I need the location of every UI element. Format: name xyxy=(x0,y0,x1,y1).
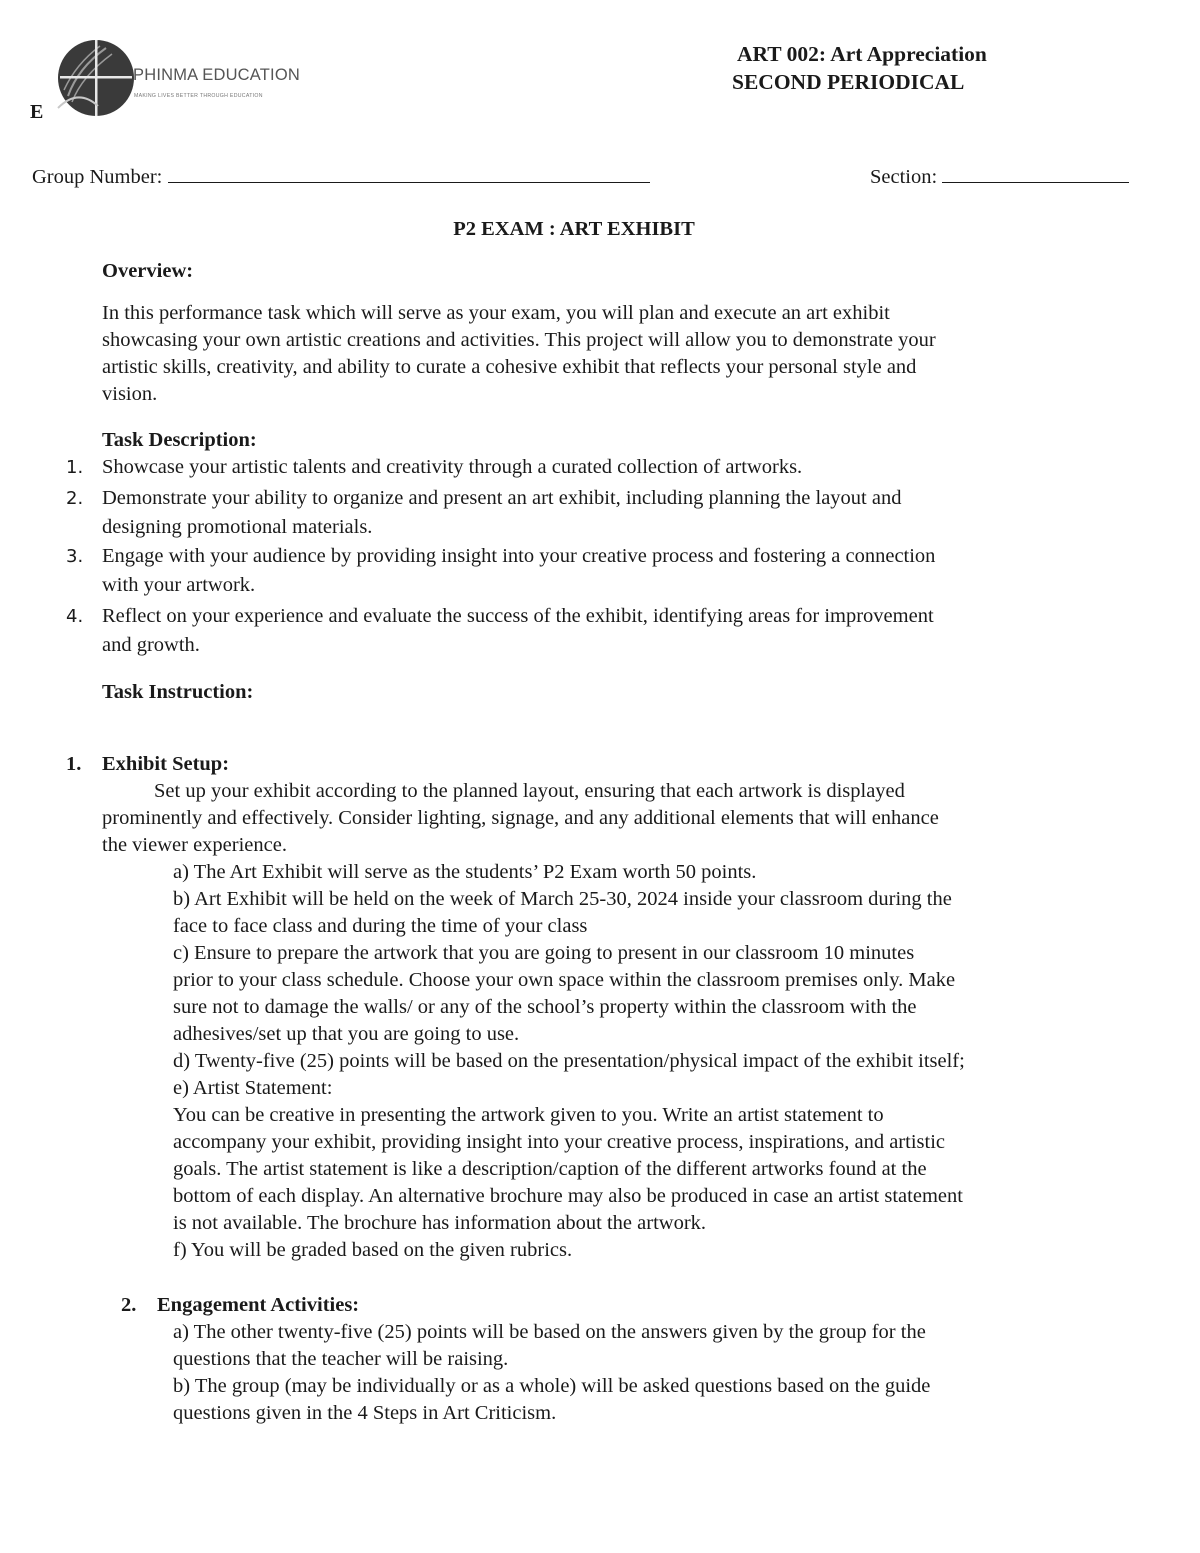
point-line: d) Twenty-five (25) points will be based on the presentation/physical impact of the exhibit itself; xyxy=(173,1050,965,1072)
overview-paragraph xyxy=(102,300,936,408)
engagement-points xyxy=(173,1319,930,1427)
period-title: SECOND PERIODICAL xyxy=(732,70,965,94)
list-number: 3. xyxy=(66,546,84,567)
exhibit-setup-intro xyxy=(102,778,939,859)
list-number: 4. xyxy=(66,606,84,627)
list-number: 1. xyxy=(66,457,84,478)
point-line: b) Art Exhibit will be held on the week of March 25-30, 2024 inside your classroom during the xyxy=(173,888,952,910)
point-line: questions that the teacher will be raising. xyxy=(173,1348,509,1370)
point-line: sure not to damage the walls/ or any of the school’s property within the classroom with the xyxy=(173,996,917,1018)
intro-line: prominently and effectively. Consider lighting, signage, and any additional elements that will enhance xyxy=(102,807,939,829)
intro-line: Set up your exhibit according to the planned layout, ensuring that each artwork is displayed xyxy=(154,780,905,802)
header-edge-letter: E xyxy=(30,101,44,123)
point-line: a) The other twenty-five (25) points will be based on the answers given by the group for the xyxy=(173,1321,926,1343)
list-item-text: and growth. xyxy=(102,634,200,656)
group-number-field xyxy=(32,162,650,191)
point-line: b) The group (may be individually or as a whole) will be asked questions based on the guide xyxy=(173,1375,931,1397)
point-line: You can be creative in presenting the artwork given to you. Write an artist statement to xyxy=(173,1104,884,1126)
section1-number: 1. xyxy=(66,753,82,775)
logo-tagline: MAKING LIVES BETTER THROUGH EDUCATION xyxy=(134,93,263,99)
exam-title: P2 EXAM : ART EXHIBIT xyxy=(453,218,695,240)
list-item-text: Demonstrate your ability to organize and present an art exhibit, including planning the layout and xyxy=(102,487,902,509)
list-item-text: Engage with your audience by providing insight into your creative process and fostering a connection xyxy=(102,545,936,567)
overview-line: showcasing your own artistic creations and activities. This project will allow you to demonstrate your xyxy=(102,329,936,351)
list-item-text: designing promotional materials. xyxy=(102,516,373,538)
intro-line: the viewer experience. xyxy=(102,834,287,856)
point-line: adhesives/set up that you are going to use. xyxy=(173,1023,520,1045)
logo-wordmark: PHINMA EDUCATION xyxy=(133,66,300,84)
group-number-blank[interactable] xyxy=(168,162,650,183)
section-label: Section: xyxy=(870,166,938,188)
engagement-activities-heading: Engagement Activities: xyxy=(157,1294,360,1316)
point-line: is not available. The brochure has information about the artwork. xyxy=(173,1212,707,1234)
section-blank[interactable] xyxy=(942,162,1129,183)
exhibit-setup-points xyxy=(173,859,965,1264)
point-line: f) You will be graded based on the given rubrics. xyxy=(173,1239,573,1261)
list-item-text: Reflect on your experience and evaluate the success of the exhibit, identifying areas for improvement xyxy=(102,605,934,627)
exhibit-setup-heading: Exhibit Setup: xyxy=(102,753,230,775)
section2-number: 2. xyxy=(121,1294,137,1316)
point-line: bottom of each display. An alternative brochure may also be produced in case an artist statement xyxy=(173,1185,963,1207)
overview-line: vision. xyxy=(102,383,158,405)
overview-heading: Overview: xyxy=(102,260,194,282)
list-number: 2. xyxy=(66,488,84,509)
point-line: e) Artist Statement: xyxy=(173,1077,333,1099)
point-line: goals. The artist statement is like a description/caption of the different artworks found at the xyxy=(173,1158,927,1180)
list-item-text: with your artwork. xyxy=(102,574,256,596)
point-line: face to face class and during the time of your class xyxy=(173,915,588,937)
overview-line: In this performance task which will serve as your exam, you will plan and execute an art exhibit xyxy=(102,302,890,324)
task-instruction-heading: Task Instruction: xyxy=(102,681,254,703)
point-line: accompany your exhibit, providing insight into your creative process, inspirations, and artistic xyxy=(173,1131,945,1153)
point-line: a) The Art Exhibit will serve as the students’ P2 Exam worth 50 points. xyxy=(173,861,757,883)
list-item-text: Showcase your artistic talents and creativity through a curated collection of artworks. xyxy=(102,456,803,478)
task-description-heading: Task Description: xyxy=(102,429,257,451)
group-number-label: Group Number: xyxy=(32,166,163,188)
point-line: c) Ensure to prepare the artwork that you are going to present in our classroom 10 minutes xyxy=(173,942,915,964)
point-line: questions given in the 4 Steps in Art Criticism. xyxy=(173,1402,557,1424)
phinma-logo xyxy=(30,38,320,120)
overview-line: artistic skills, creativity, and ability to curate a cohesive exhibit that reflects your personal style and xyxy=(102,356,917,378)
section-field xyxy=(870,162,1129,191)
course-title: ART 002: Art Appreciation xyxy=(737,42,987,66)
point-line: prior to your class schedule. Choose your own space within the classroom premises only. Make xyxy=(173,969,956,991)
